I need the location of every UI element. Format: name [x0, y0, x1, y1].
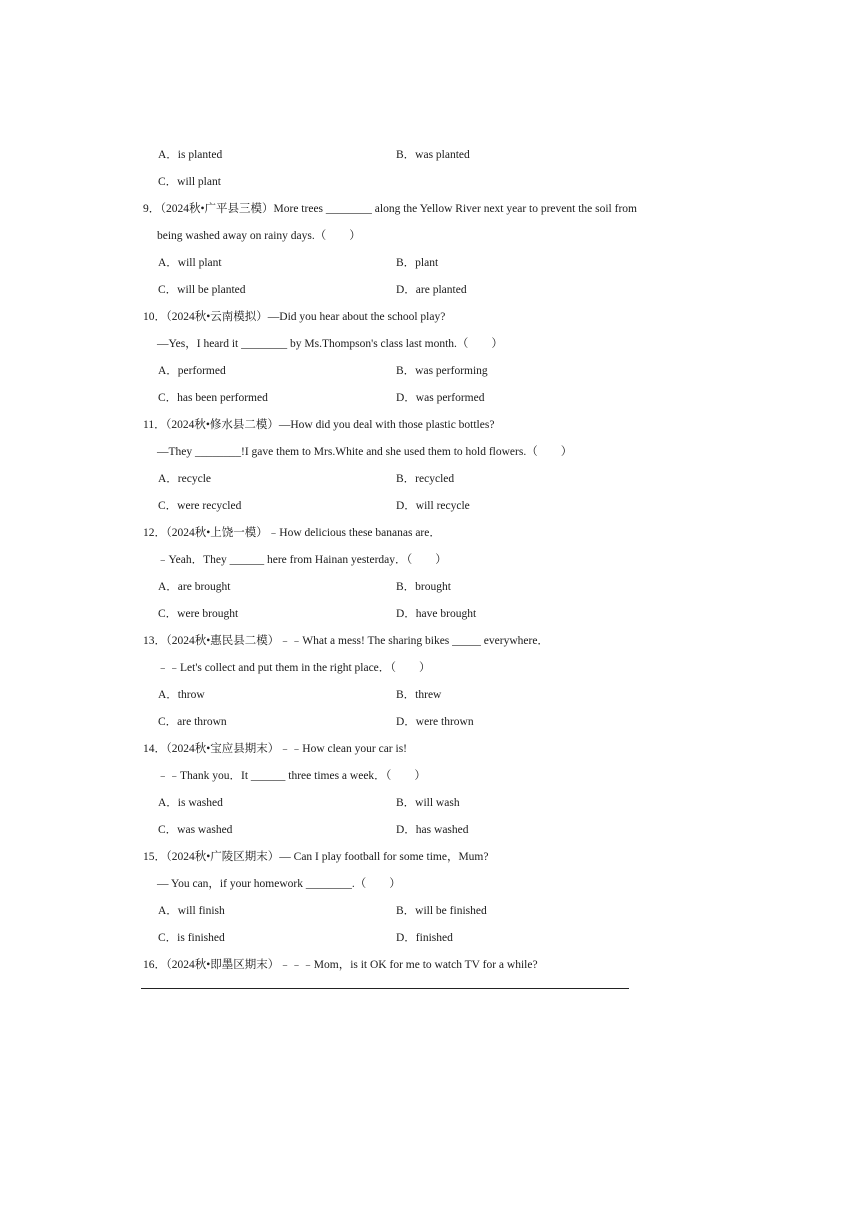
- q14-option-b: B．will wash: [396, 797, 460, 809]
- q8-option-b: B．was planted: [396, 149, 470, 161]
- q12-dialogue: ﹣Yeah．They ______ here from Hainan yesterday．（ ）: [157, 554, 447, 566]
- q16-stem: 16．（2024秋•即墨区期末）﹣﹣﹣Mom，is it OK for me to watch TV for a while?: [143, 959, 538, 971]
- q8-option-c: C．will plant: [158, 176, 221, 188]
- q9-option-c: C．will be planted: [158, 284, 246, 296]
- q10-dialogue: —Yes，I heard it ________ by Ms.Thompson's class last month.（ ）: [157, 338, 503, 350]
- q8-option-a: A．is planted: [158, 149, 223, 161]
- q15-option-b: B．will be finished: [396, 905, 487, 917]
- q9-option-d: D．are planted: [396, 284, 467, 296]
- q10-option-b: B．was performing: [396, 365, 488, 377]
- q14-dialogue: ﹣﹣Thank you．It ______ three times a week．（ ）: [157, 770, 426, 782]
- footer-divider: [141, 988, 629, 989]
- q11-dialogue: —They ________!I gave them to Mrs.White and she used them to hold flowers.（ ）: [157, 446, 573, 458]
- q13-option-a: A．throw: [158, 689, 205, 701]
- q11-option-c: C．were recycled: [158, 500, 242, 512]
- q13-option-b: B．threw: [396, 689, 442, 701]
- q9-option-a: A．will plant: [158, 257, 222, 269]
- q13-dialogue: ﹣﹣Let's collect and put them in the right place．（ ）: [157, 662, 431, 674]
- q13-option-d: D．were thrown: [396, 716, 474, 728]
- q9-stem: 9．（2024秋•广平县三模）More trees ________ along the Yellow River next year to prevent the soil from: [143, 203, 637, 215]
- q13-option-c: C．are thrown: [158, 716, 227, 728]
- q15-stem: 15．（2024秋•广陵区期末）— Can I play football for some time，Mum?: [143, 851, 489, 863]
- q15-option-c: C．is finished: [158, 932, 225, 944]
- q12-option-b: B．brought: [396, 581, 451, 593]
- q11-option-a: A．recycle: [158, 473, 211, 485]
- q14-option-d: D．has washed: [396, 824, 469, 836]
- q15-option-d: D．finished: [396, 932, 453, 944]
- q12-stem: 12．（2024秋•上饶一模）﹣How delicious these bananas are．: [143, 527, 441, 539]
- q11-stem: 11．（2024秋•修水县二模）—How did you deal with those plastic bottles?: [143, 419, 495, 431]
- q12-option-c: C．were brought: [158, 608, 239, 620]
- q12-option-d: D．have brought: [396, 608, 477, 620]
- q14-option-c: C．was washed: [158, 824, 233, 836]
- q10-option-c: C．has been performed: [158, 392, 268, 404]
- q10-option-a: A．performed: [158, 365, 226, 377]
- q9-option-b: B．plant: [396, 257, 439, 269]
- q12-option-a: A．are brought: [158, 581, 231, 593]
- q14-option-a: A．is washed: [158, 797, 223, 809]
- q10-stem: 10．（2024秋•云南模拟）—Did you hear about the school play?: [143, 311, 446, 323]
- q13-stem: 13．（2024秋•惠民县二模）﹣﹣What a mess! The sharing bikes _____ everywhere．: [143, 635, 549, 647]
- q15-option-a: A．will finish: [158, 905, 225, 917]
- q14-stem: 14．（2024秋•宝应县期末）﹣﹣How clean your car is!: [143, 743, 408, 755]
- q9-stem-continued: being washed away on rainy days.（ ）: [157, 230, 361, 242]
- q15-dialogue: — You can，if your homework ________.（ ）: [157, 878, 401, 890]
- q10-option-d: D．was performed: [396, 392, 485, 404]
- q11-option-b: B．recycled: [396, 473, 455, 485]
- q11-option-d: D．will recycle: [396, 500, 470, 512]
